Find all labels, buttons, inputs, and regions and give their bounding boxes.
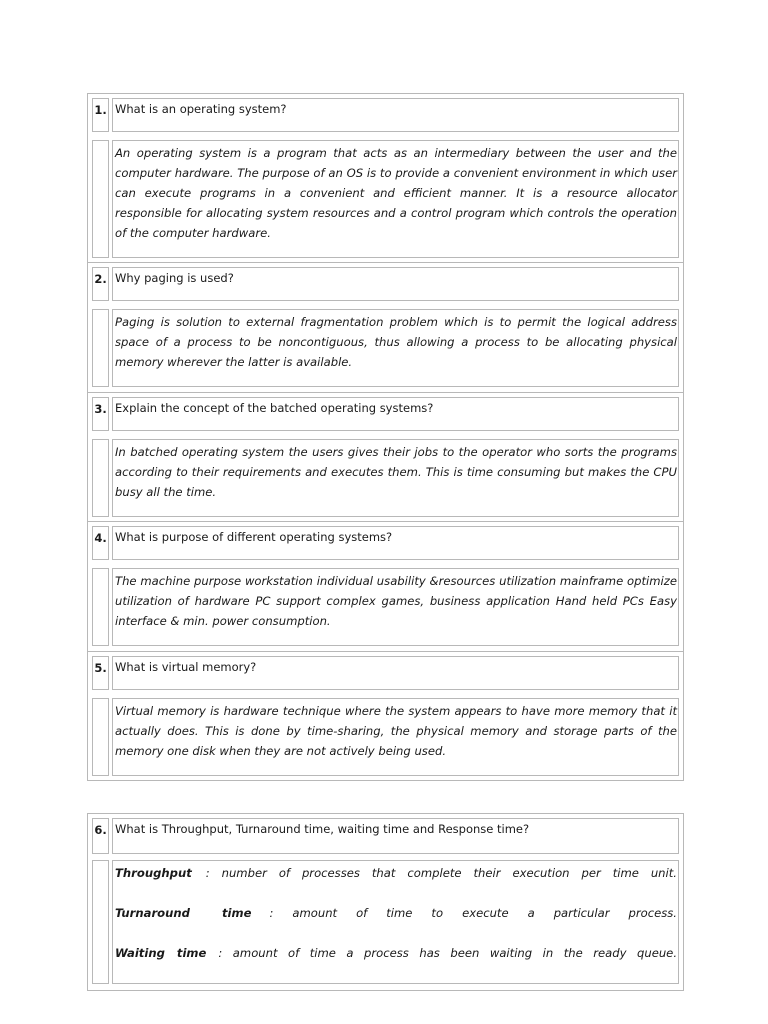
qa-item-2 bbox=[88, 262, 683, 393]
qa-table-2 bbox=[87, 813, 684, 991]
question-text: What is an operating system? bbox=[112, 98, 679, 132]
question-number: 2. bbox=[92, 267, 109, 301]
definition-throughput bbox=[115, 863, 677, 883]
question-text: Explain the concept of the batched operating systems? bbox=[112, 397, 679, 431]
answer-number-cell bbox=[92, 860, 109, 984]
definition-waiting bbox=[115, 943, 677, 963]
question-number: 5. bbox=[92, 656, 109, 690]
qa-table-1 bbox=[87, 93, 684, 781]
answer-text: The machine purpose workstation individual usability &resources utilization mainframe optimize utilization of hardware PC support complex games, business application Hand held PCs Easy interface & min. power consumption. bbox=[112, 568, 679, 646]
definitions-list bbox=[112, 860, 679, 984]
qa-item-6 bbox=[88, 814, 683, 990]
question-text: What is purpose of different operating systems? bbox=[112, 526, 679, 560]
term-definition: : amount of time to execute a particular process. bbox=[269, 906, 677, 920]
question-text: What is virtual memory? bbox=[112, 656, 679, 690]
term-definition: : amount of time a process has been waiting in the ready queue. bbox=[218, 946, 677, 960]
term-label: Turnaround time bbox=[115, 906, 252, 920]
answer-text: An operating system is a program that acts as an intermediary between the user and the computer hardware. The purpose of an OS is to provide a convenient environment in which user can execute programs in a convenient and efficient manner. It is a resource allocator responsible for allocating system resources and a control program which controls the operation of the computer hardware. bbox=[112, 140, 679, 258]
question-number: 3. bbox=[92, 397, 109, 431]
qa-item-1 bbox=[88, 94, 683, 262]
question-text: Why paging is used? bbox=[112, 267, 679, 301]
definition-turnaround bbox=[115, 903, 677, 923]
question-number: 1. bbox=[92, 98, 109, 132]
question-number: 6. bbox=[92, 818, 109, 854]
qa-item-5 bbox=[88, 651, 683, 780]
answer-text: In batched operating system the users gives their jobs to the operator who sorts the programs according to their requirements and executes them. This is time consuming but makes the CPU busy all the time. bbox=[112, 439, 679, 517]
answer-text: Virtual memory is hardware technique where the system appears to have more memory that it actually does. This is done by time-sharing, the physical memory and storage parts of the memory one disk when they are not actively being used. bbox=[112, 698, 679, 776]
question-text: What is Throughput, Turnaround time, waiting time and Response time? bbox=[112, 818, 679, 854]
answer-number-cell bbox=[92, 439, 109, 517]
term-label: Waiting time bbox=[115, 946, 207, 960]
question-number: 4. bbox=[92, 526, 109, 560]
term-definition: : number of processes that complete their execution per time unit. bbox=[205, 866, 677, 880]
answer-text: Paging is solution to external fragmentation problem which is to permit the logical address space of a process to be noncontiguous, thus allowing a process to be allocating physical memory wherever the latter is available. bbox=[112, 309, 679, 387]
answer-number-cell bbox=[92, 698, 109, 776]
answer-number-cell bbox=[92, 309, 109, 387]
qa-item-3 bbox=[88, 392, 683, 522]
answer-number-cell bbox=[92, 568, 109, 646]
term-label: Throughput bbox=[115, 866, 192, 880]
answer-number-cell bbox=[92, 140, 109, 258]
qa-item-4 bbox=[88, 521, 683, 652]
